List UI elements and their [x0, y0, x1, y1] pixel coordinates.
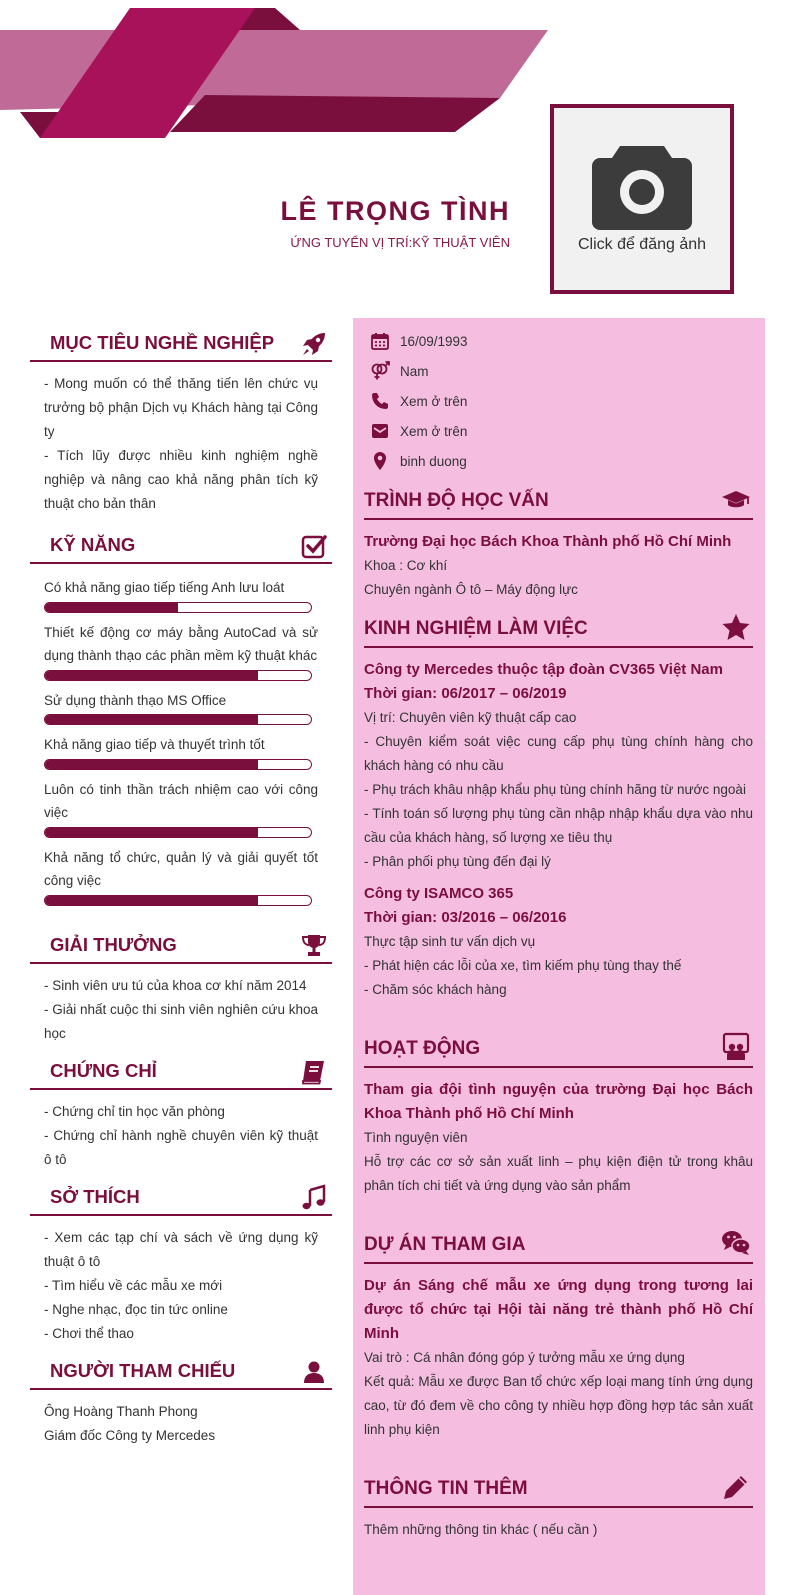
contact-email — [364, 416, 753, 446]
objective-header — [30, 320, 332, 362]
more-info-line: Thêm những thông tin khác ( nếu cần ) — [364, 1522, 598, 1537]
projects-header — [364, 1220, 753, 1264]
section-title: NGƯỜI THAM CHIẾU — [50, 1359, 236, 1381]
section-title: HOẠT ĐỘNG — [364, 1038, 481, 1059]
trophy-icon — [300, 932, 328, 960]
job-line: - Phân phối phụ tùng đến đại lý — [364, 854, 551, 869]
job-line: Vị trí: Chuyên viên kỹ thuật cấp cao — [364, 710, 577, 725]
contact-phone — [364, 386, 753, 416]
skill-bar — [44, 602, 312, 613]
job-line: - Phụ trách khâu nhập khẩu phụ tùng chính hãng từ nước ngoài — [364, 782, 746, 797]
job-line: - Chăm sóc khách hàng — [364, 982, 507, 997]
job-line: Thực tập sinh tư vấn dịch vụ — [364, 934, 536, 949]
project-line: Kết quả: Mẫu xe được Ban tổ chức xếp loại mang tính ứng dụng cao, từ đó đem về cho công ty nhiều hợp đồng hợp tác sản xuất linh phụ kiện — [364, 1374, 753, 1437]
activity-heading: Tham gia đội tình nguyện của trường Đại học Bách Khoa Thành phố Hồ Chí Minh — [364, 1081, 753, 1122]
activity-line: Tình nguyện viên — [364, 1130, 468, 1145]
reference-line: Ông Hoàng Thanh Phong — [44, 1403, 198, 1419]
user-icon — [300, 1358, 328, 1386]
award-line: - Sinh viên ưu tú của khoa cơ khí năm 2014 — [44, 977, 307, 993]
project-line: Vai trò : Cá nhân đóng góp ý tưởng mẫu xe ứng dụng — [364, 1350, 685, 1365]
skills-body — [30, 564, 332, 922]
skill-label: Sử dụng thành thạo MS Office — [44, 692, 227, 708]
hobbies-body — [30, 1216, 332, 1348]
contact-list — [364, 318, 753, 476]
skill-item — [44, 778, 318, 838]
address-value: binh duong — [400, 453, 467, 469]
skill-item — [44, 576, 318, 613]
rocket-icon — [300, 330, 328, 358]
calendar-icon — [370, 331, 390, 351]
skill-bar-fill — [45, 896, 258, 905]
skill-item — [44, 689, 318, 726]
job-time: Thời gian: 06/2017 – 06/2019 — [364, 685, 567, 702]
job-company: Công ty ISAMCO 365 — [364, 885, 514, 902]
skill-item — [44, 846, 318, 906]
gender-icon — [370, 361, 390, 381]
reference-line: Giám đốc Công ty Mercedes — [44, 1427, 216, 1443]
email-value: Xem ở trên — [400, 423, 468, 439]
contact-address — [364, 446, 753, 476]
awards-header — [30, 922, 332, 964]
book-icon — [300, 1058, 328, 1086]
skill-label: Thiết kế động cơ máy bằng AutoCad và sử dụng thành thạo các phần mềm kỹ thuật khác — [44, 624, 318, 663]
hobby-line: - Chơi thể thao — [44, 1325, 134, 1341]
hobbies-header — [30, 1174, 332, 1216]
objective-body — [30, 362, 332, 522]
section-title: CHỨNG CHỈ — [50, 1059, 157, 1081]
job-item — [364, 882, 753, 1002]
hobby-line: - Xem các tạp chí và sách về ứng dụng kỹ thuật ô tô — [44, 1229, 318, 1269]
skill-bar-fill — [45, 603, 178, 612]
music-icon — [300, 1184, 328, 1212]
certificate-line: - Chứng chỉ tin học văn phòng — [44, 1103, 225, 1119]
hobby-line: - Tìm hiểu về các mẫu xe mới — [44, 1277, 223, 1293]
section-title: KINH NGHIỆM LÀM VIỆC — [364, 618, 588, 639]
birthday-value: 16/09/1993 — [400, 333, 468, 349]
envelope-icon — [370, 421, 390, 441]
job-company: Công ty Mercedes thuộc tập đoàn CV365 Việt Nam — [364, 661, 723, 678]
certificates-header — [30, 1048, 332, 1090]
skill-bar — [44, 670, 312, 681]
skill-bar — [44, 759, 312, 770]
right-column — [353, 318, 765, 1595]
skill-bar — [44, 895, 312, 906]
pencil-icon — [721, 1472, 751, 1502]
photo-upload-label: Click để đăng ảnh — [577, 236, 707, 253]
section-title: KỸ NĂNG — [50, 534, 136, 555]
activities-body — [364, 1068, 753, 1198]
more-info-body — [364, 1508, 753, 1542]
section-title: DỰ ÁN THAM GIA — [364, 1234, 526, 1255]
skill-bar-fill — [45, 671, 258, 680]
job-item — [364, 658, 753, 874]
left-column — [30, 320, 332, 1456]
awards-body — [30, 964, 332, 1048]
candidate-name: LÊ TRỌNG TÌNH — [280, 196, 510, 226]
project-heading: Dự án Sáng chế mẫu xe ứng dụng trong tương lai được tổ chức tại Hội tài năng trẻ thành phố Hồ Chí Minh — [364, 1277, 753, 1342]
education-body — [364, 520, 753, 602]
hobby-line: - Nghe nhạc, đọc tin tức online — [44, 1301, 228, 1317]
star-icon — [721, 612, 751, 642]
skill-item — [44, 621, 318, 681]
award-line: - Giải nhất cuộc thi sinh viên nghiên cứu khoa học — [44, 1001, 318, 1041]
certificates-body — [30, 1090, 332, 1174]
skill-bar — [44, 714, 312, 725]
contact-birthday — [364, 326, 753, 356]
projects-body — [364, 1264, 753, 1442]
references-header — [30, 1348, 332, 1390]
school-name: Trường Đại học Bách Khoa Thành phố Hồ Chí Minh — [364, 533, 732, 550]
faculty: Khoa : Cơ khí — [364, 558, 448, 573]
references-body — [30, 1390, 332, 1456]
skill-item — [44, 733, 318, 770]
skill-label: Luôn có tinh thần trách nhiệm cao với công việc — [44, 781, 318, 820]
section-title: GIẢI THƯỞNG — [50, 933, 177, 955]
objective-line: - Tích lũy được nhiều kinh nghiệm nghề nghiệp và nâng cao khả năng phân tích kỹ thuật cho bản thân — [44, 448, 318, 511]
skill-label: Có khả năng giao tiếp tiếng Anh lưu loát — [44, 580, 285, 595]
experience-header — [364, 604, 753, 648]
section-title: SỞ THÍCH — [50, 1185, 140, 1207]
skill-bar — [44, 827, 312, 838]
gender-value: Nam — [400, 363, 429, 379]
skill-bar-fill — [45, 760, 258, 769]
phone-icon — [370, 391, 390, 411]
skill-label: Khả năng giao tiếp và thuyết trình tốt — [44, 737, 265, 752]
photo-upload[interactable] — [550, 104, 734, 294]
objective-line: - Mong muốn có thể thăng tiến lên chức vụ trưởng bộ phận Dịch vụ Khách hàng tại Công ty — [44, 376, 318, 439]
section-title: MỤC TIÊU NGHỀ NGHIỆP — [50, 332, 275, 353]
experience-body — [364, 648, 753, 1002]
skill-bar-fill — [45, 828, 258, 837]
education-header — [364, 476, 753, 520]
activities-header — [364, 1024, 753, 1068]
map-pin-icon — [370, 451, 390, 471]
applied-position: ỨNG TUYỂN VỊ TRÍ:KỸ THUẬT VIÊN — [290, 235, 510, 250]
people-board-icon — [721, 1032, 751, 1062]
graduation-cap-icon — [721, 484, 751, 514]
checkbox-icon — [300, 532, 328, 560]
camera-icon — [590, 138, 694, 230]
skill-bar-fill — [45, 715, 258, 724]
job-line: - Chuyên kiểm soát việc cung cấp phụ tùng chính hàng cho khách hàng có nhu cầu — [364, 734, 753, 773]
activity-line: Hỗ trợ các cơ sở sản xuất linh – phụ kiện điện tử trong khâu phân tích chi tiết và ứng dụng vào sản phẩm — [364, 1154, 753, 1193]
major: Chuyên ngành Ô tô – Máy động lực — [364, 582, 578, 597]
skills-header — [30, 522, 332, 564]
more-info-header — [364, 1464, 753, 1508]
contact-gender — [364, 356, 753, 386]
skill-label: Khả năng tổ chức, quản lý và giải quyết tốt công việc — [44, 849, 318, 888]
header-banner — [0, 0, 560, 150]
job-time: Thời gian: 03/2016 – 06/2016 — [364, 909, 567, 926]
section-title: TRÌNH ĐỘ HỌC VẤN — [364, 490, 549, 511]
chat-icon — [721, 1228, 751, 1258]
job-line: - Phát hiện các lỗi của xe, tìm kiếm phụ tùng thay thế — [364, 958, 682, 973]
name-block — [281, 196, 511, 250]
section-title: THÔNG TIN THÊM — [364, 1478, 528, 1499]
job-line: - Tính toán số lượng phụ tùng cần nhập nhập khẩu dựa vào nhu cầu của khách hàng, số lượng xe tiêu thụ — [364, 806, 753, 845]
phone-value: Xem ở trên — [400, 393, 468, 409]
certificate-line: - Chứng chỉ hành nghề chuyên viên kỹ thuật ô tô — [44, 1127, 318, 1167]
